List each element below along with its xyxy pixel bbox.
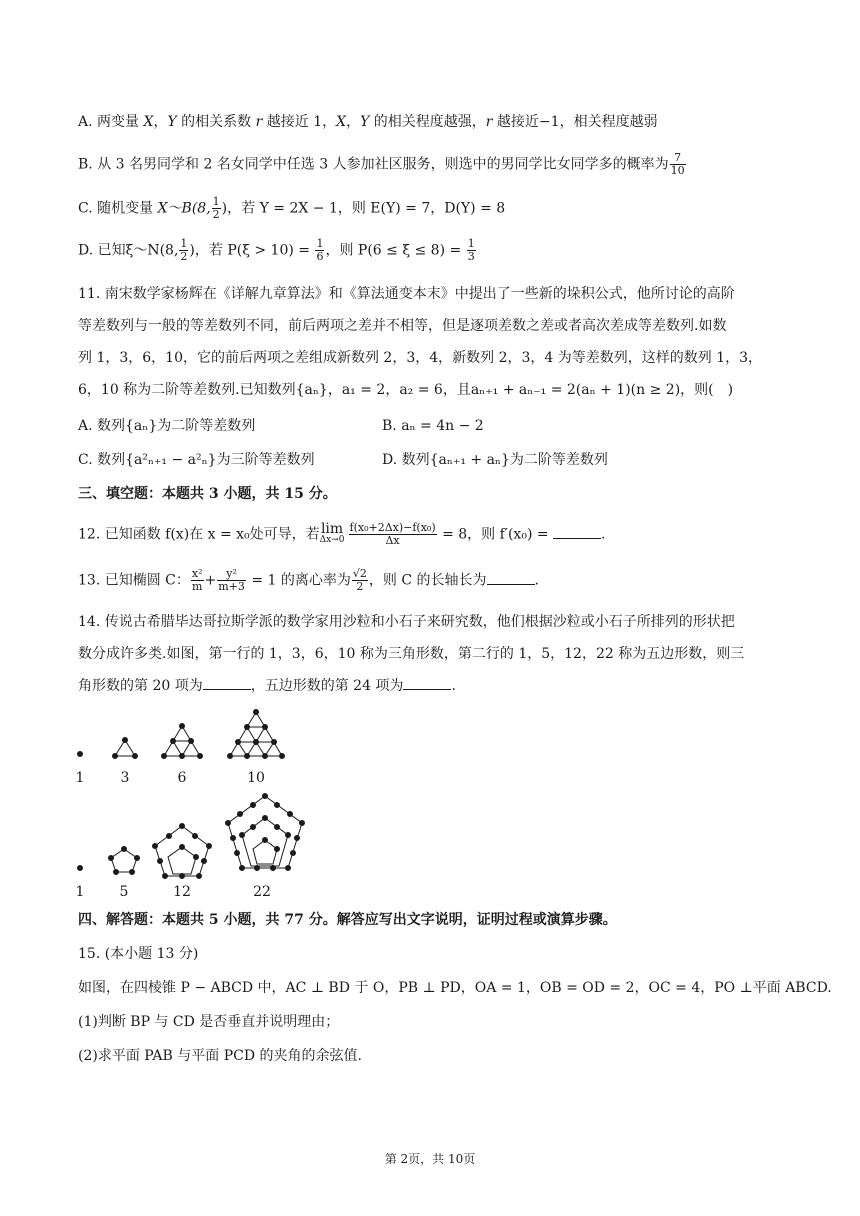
q12 [78, 522, 606, 547]
q13-end: . [534, 572, 539, 589]
section-4-heading: 四、解答题：本题共 5 小题，共 77 分。解答应写出文字说明，证明过程或演算步骤。 [78, 912, 617, 928]
q13-fraction-x: $\frac{\text{x²}}{m}$ [191, 567, 203, 593]
q10-d-text-1: D. 已知ξ～N(8, [78, 242, 179, 259]
q10-b-text: B. 从 3 名男同学和 2 名女同学中任选 3 人参加社区服务，则选中的男同学比女同学多的概率为 [78, 156, 669, 173]
tri-label-3: 3 [120, 770, 130, 786]
q11-option-c: C. 数列{a²ₙ₊₁ − a²ₙ}为三阶等差数列 [78, 452, 315, 468]
q10-a-text-3: 越接近 1， [262, 114, 337, 130]
section-3-heading: 三、填空题：本题共 3 小题，共 15 分。 [78, 486, 337, 502]
q11-line-4: 6，10 称为二阶等差数列.已知数列{aₙ}，a₁ = 2，a₂ = 6，且aₙ₊₁ + aₙ₋₁ = 2(aₙ + 1)(n ≥ 2)，则( ) [78, 382, 734, 398]
q14-line-3 [78, 676, 456, 696]
q10-c-text-2: ，若 Y = 2X − 1，则 E(Y) = 7，D(Y) = 8 [227, 200, 506, 217]
tri-label-6: 6 [177, 770, 187, 786]
q11-line-1: 11. 南宋数学家杨辉在《详解九章算法》和《算法通变本末》中提出了一些新的垛积公式，他所讨论的高阶 [78, 286, 735, 302]
q12-answer-blank [553, 526, 601, 539]
q10-d-text-2: ，若 P(ξ > 10) = [194, 242, 315, 259]
pent-22-dots [226, 794, 305, 871]
q12-limit: lim Δx→0 [319, 520, 345, 545]
q14-blank-1 [203, 677, 251, 690]
tri-3-dots [113, 738, 138, 759]
pent-label-12: 12 [173, 884, 191, 900]
q10-option-d: D. 已知ξ～N(8, $\frac{1}{2}$ )，若 P(ξ > 10) = $\frac{1}{6}$ ，则 P(6 ≤ ξ ≤ 8) = $\frac{1}{3}$ [78, 237, 475, 263]
q10-c-dist: X～B(8, [157, 200, 211, 217]
q10-c-text-1: C. 随机变量 [78, 200, 158, 217]
tri-6 [164, 726, 200, 756]
q10-b-fraction: $\frac{7}{10}$ [670, 151, 685, 177]
q15-part-1: (1)判断 BP 与 CD 是否垂直并说明理由； [78, 1014, 340, 1030]
q10-a-text-1: A. 两变量 [78, 114, 144, 130]
page-footer: 第 2页，共 10页 [384, 1152, 476, 1166]
q10-option-a: A. 两变量 X，Y 的相关系数 r 越接近 1，X，Y 的相关程度越强，r 越接近−1，相关程度越弱 [78, 114, 658, 130]
q15-title: 15. (本小题 13 分) [78, 946, 199, 962]
q11-line-3: 列 1，3，6，10，它的前后两项之差组成新数列 2，3，4，新数列 2，3，4 为等差数列，这样的数列 1，3， [78, 350, 763, 366]
figurate-numbers-figure [70, 706, 330, 902]
q15-part-2: (2)求平面 PAB 与平面 PCD 的夹角的余弦值. [78, 1048, 362, 1064]
q10-a-text-4: 的相关程度越强， [369, 114, 486, 130]
tri-1-dot [78, 752, 83, 757]
q10-a-text-2: 的相关系数 [176, 114, 256, 130]
pent-label-5: 5 [119, 884, 129, 900]
pent-label-1: 1 [75, 884, 85, 900]
q13-text-3: ，则 C 的长轴长为 [368, 572, 487, 589]
pent-1-dot [78, 866, 83, 871]
q13-fraction-y: $\frac{\text{y²}}{m+3}$ [218, 567, 245, 593]
q11-option-a: A. 数列{aₙ}为二阶等差数列 [78, 418, 256, 434]
tri-label-1: 1 [75, 770, 85, 786]
q13-plus: + [204, 572, 217, 589]
q10-option-c: C. 随机变量 X～B(8, $\frac{1}{2}$ )，若 Y = 2X − 1，则 E(Y) = 7，D(Y) = 8 [78, 195, 506, 221]
q13 [78, 568, 539, 593]
q10-d-text-3: ，则 P(6 ≤ ξ ≤ 8) = [325, 242, 466, 259]
q11-option-b: B. aₙ = 4n − 2 [382, 418, 484, 434]
q10-c-fraction: $\frac{1}{2}$ [212, 195, 220, 221]
q10-d-fraction-sixth: $\frac{1}{6}$ [316, 237, 324, 263]
q11-line-2: 等差数列与一般的等差数列不同，前后两项之差并不相等，但是逐项差数之差或者高次差成等差数列.如数 [78, 318, 727, 334]
q13-text-1: 13. 已知椭圆 C： [78, 572, 190, 589]
q13-answer-blank [487, 572, 535, 585]
pent-5-dots [109, 847, 140, 875]
q12-end: . [601, 526, 606, 543]
q11-option-d: D. 数列{aₙ₊₁ + aₙ}为二阶等差数列 [382, 452, 608, 468]
pent-12 [155, 826, 209, 876]
q12-fraction: $\frac{\text{f(x₀+2Δx)−f(x₀)}}{\Delta x}$ [349, 521, 436, 547]
pent-22 [228, 796, 302, 868]
q15-body: 如图，在四棱锥 P − ABCD 中，AC ⊥ BD 于 O，PB ⊥ PD，OA = 1，OB = OD = 2，OC = 4，PO ⊥平面 ABCD. [78, 980, 832, 996]
pent-12-dots [153, 824, 212, 879]
q14-line-1: 14. 传说古希腊毕达哥拉斯学派的数学家用沙粒和小石子来研究数，他们根据沙粒或小石子所排列的形状把 [78, 614, 735, 630]
q10-d-fraction-half: $\frac{1}{2}$ [180, 237, 188, 263]
q14-blank-2 [403, 677, 451, 690]
q14-line-2: 数分成许多类.如图，第一行的 1，3，6，10 称为三角形数，第二行的 1，5，12，22 称为五边形数，则三 [78, 646, 745, 662]
q10-option-b [78, 152, 687, 177]
tri-label-10: 10 [247, 770, 265, 786]
q14-line-3b: ，五边形数的第 24 项为 [250, 678, 404, 694]
pent-label-22: 22 [253, 884, 271, 900]
q12-text-2: = 8，则 f′(x₀) = [437, 526, 554, 543]
tri-10 [230, 712, 282, 756]
q10-d-fraction-third: $\frac{1}{3}$ [467, 237, 475, 263]
pent-5 [111, 849, 137, 872]
q14-line-3c: . [451, 678, 456, 694]
q13-text-2: = 1 的离心率为 [246, 572, 351, 589]
tri-10-dots [228, 710, 285, 759]
q14-line-3a: 角形数的第 20 项为 [78, 678, 203, 694]
q12-text-1: 12. 已知函数 f(x)在 x = x₀处可导，若 [78, 526, 320, 543]
q10-a-text-5: 越接近−1，相关程度越弱 [492, 114, 658, 130]
q13-fraction-e: $\frac{√2}{2}$ [352, 567, 367, 593]
